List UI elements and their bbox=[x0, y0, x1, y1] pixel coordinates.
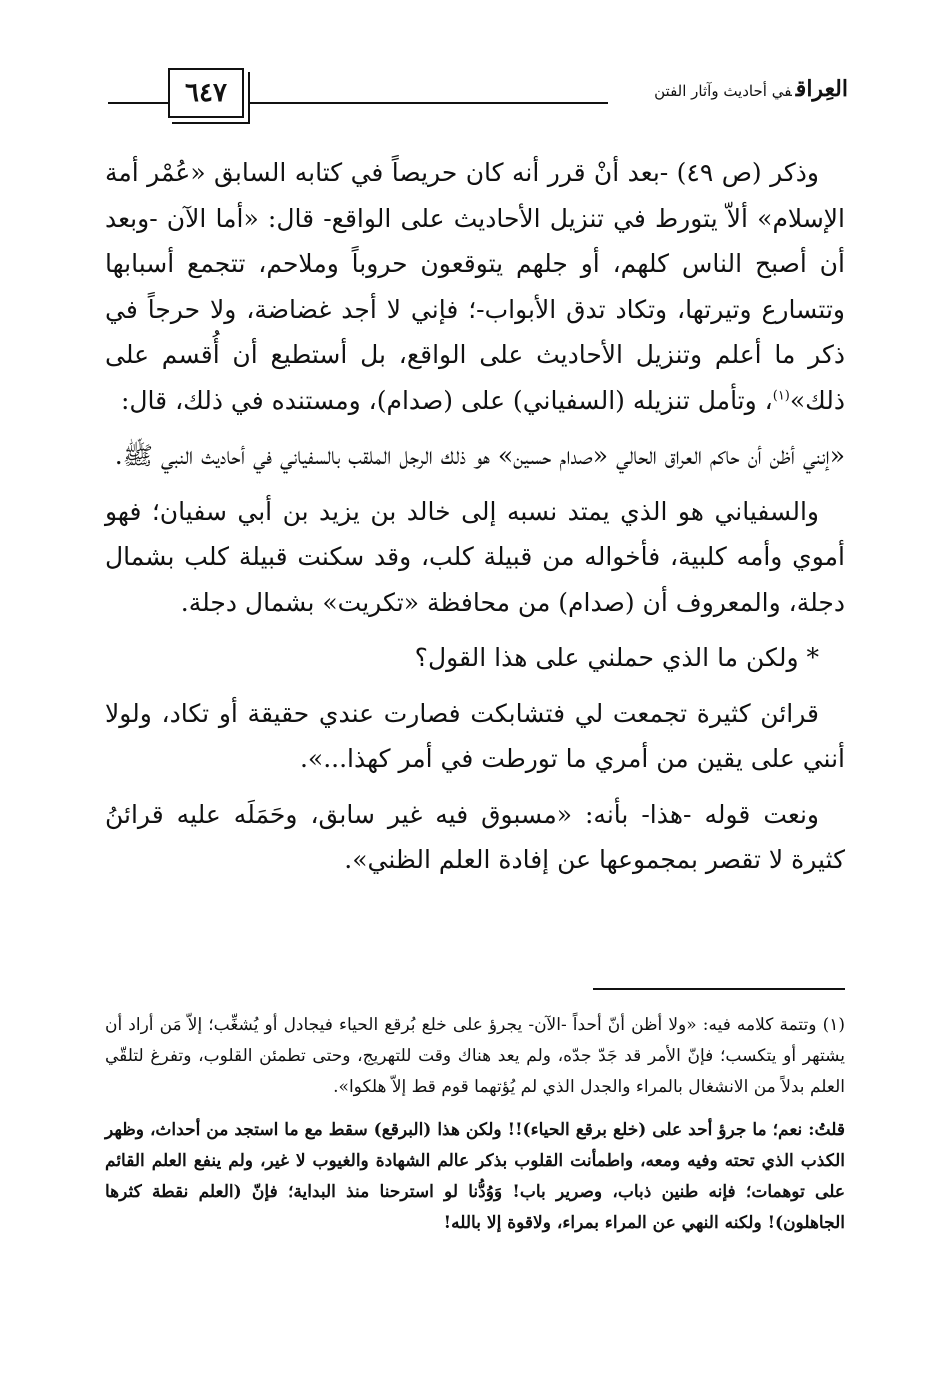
page-header bbox=[108, 62, 848, 126]
paragraph-6: ونعت قوله -هذا- بأنه: «مسبوق فيه غير سابق، وحَمَلَه عليه قرائنُ كثيرة لا تقصر بمجموعها عن إفادة العلم الظني». bbox=[105, 799, 845, 874]
footnotes bbox=[105, 1010, 845, 1251]
paragraph-1 bbox=[105, 150, 845, 423]
running-title bbox=[608, 76, 848, 102]
running-title-main: العِراق bbox=[795, 76, 848, 102]
page-number: ٦٤٧ bbox=[168, 68, 244, 118]
running-title-subtitle: في أحاديث وآثار الفتن bbox=[654, 82, 792, 100]
paragraph-1-text: وذكر (ص ٤٩) -بعد أنْ قرر أنه كان حريصاً في كتابه السابق «عُمْر أمة الإسلام» ألاّ يتورط في تنزيل الأحاديث على الواقع- قال: «أما الآن -وبعد أن أصبح الناس كلهم، أو جلهم يتوقعون حروباً وملاحم، تتجمع أسبابها وتتسارع وتيرتها، وتكاد تدق الأبواب-؛ فإني لا أجد غضاضة، ولا حرجاً في ذكر ما أعلم وتنزيل الأحاديث على الواقع، بل أستطيع أن أُقسم على ذلك» bbox=[105, 158, 845, 415]
paragraph-2: «إنني أظن أن حاكم العراق الحالي «صدام حسين» هو ذلك الرجل الملقب بالسفياني في أحاديث النبي ﷺ. bbox=[114, 441, 845, 470]
header-rule-right bbox=[248, 102, 608, 104]
paragraph-1-tail: ، وتأمل تنزيله (السفياني) على (صدام)، ومستنده في ذلك، قال: bbox=[120, 385, 773, 415]
paragraph-4: * ولكن ما الذي حملني على هذا القول؟ bbox=[414, 643, 819, 672]
paragraph-3: والسفياني هو الذي يمتد نسبه إلى خالد بن يزيد بن أبي سفيان؛ فهو أموي وأمه كلبية، فأخواله من قبيلة كلب، وقد سكنت قبيلة كلب بشمال دجلة، والمعروف أن (صدام) من محافظة «تكريت» بشمال دجلة. bbox=[105, 496, 845, 617]
footnote-1: (١) وتتمة كلامه فيه: «ولا أظن أنّ أحداً -الآن- يجرؤ على خلع بُرقع الحياء فيجادل أو يُشغِّب؛ إلاّ مَن أراد أن يشتهر أو يتكسب؛ فإنّ الأمر قد جَدّ جدّه، ولم يعد هناك وقت للتهريج، وحتى تطمئن القلوب، وتفرغ لتلقّي العلم بدلاً من الانشغال بالمراء والجدل الذي لم يُؤتهما قوم قط إلاّ هلكوا». bbox=[105, 1015, 845, 1097]
header-rule-left bbox=[108, 102, 168, 104]
footnote-ref-1[interactable]: (١) bbox=[772, 388, 790, 404]
footnote-comment: قلتُ: نعم؛ ما جرؤ أحد على (خلع برقع الحياء)!! ولكن هذا (البرقع) سقط مع ما استجد من أحداث، وظهر الكذب الذي تحته وفيه ومعه، واطمأنت القلوب بذكر عالم الشهادة والغيوب لا غير، ولم ينفع العلم القائم على توهمات؛ فإنه طنين ذباب، وصرير باب! وَوُدُّنا لو استرحنا منذ البداية؛ فإنّ (العلم نقطة كثرها الجاهلون)! ولكنه النهي عن المراء بمراء، ولاقوة إلا بالله! bbox=[105, 1120, 845, 1233]
main-text bbox=[105, 150, 845, 893]
paragraph-5: قرائن كثيرة تجمعت لي فتشابكت فصارت عندي حقيقة أو تكاد، ولولا أنني على يقين من أمري ما تورطت في أمر كهذا...». bbox=[105, 698, 845, 773]
footnote-separator bbox=[593, 988, 845, 990]
